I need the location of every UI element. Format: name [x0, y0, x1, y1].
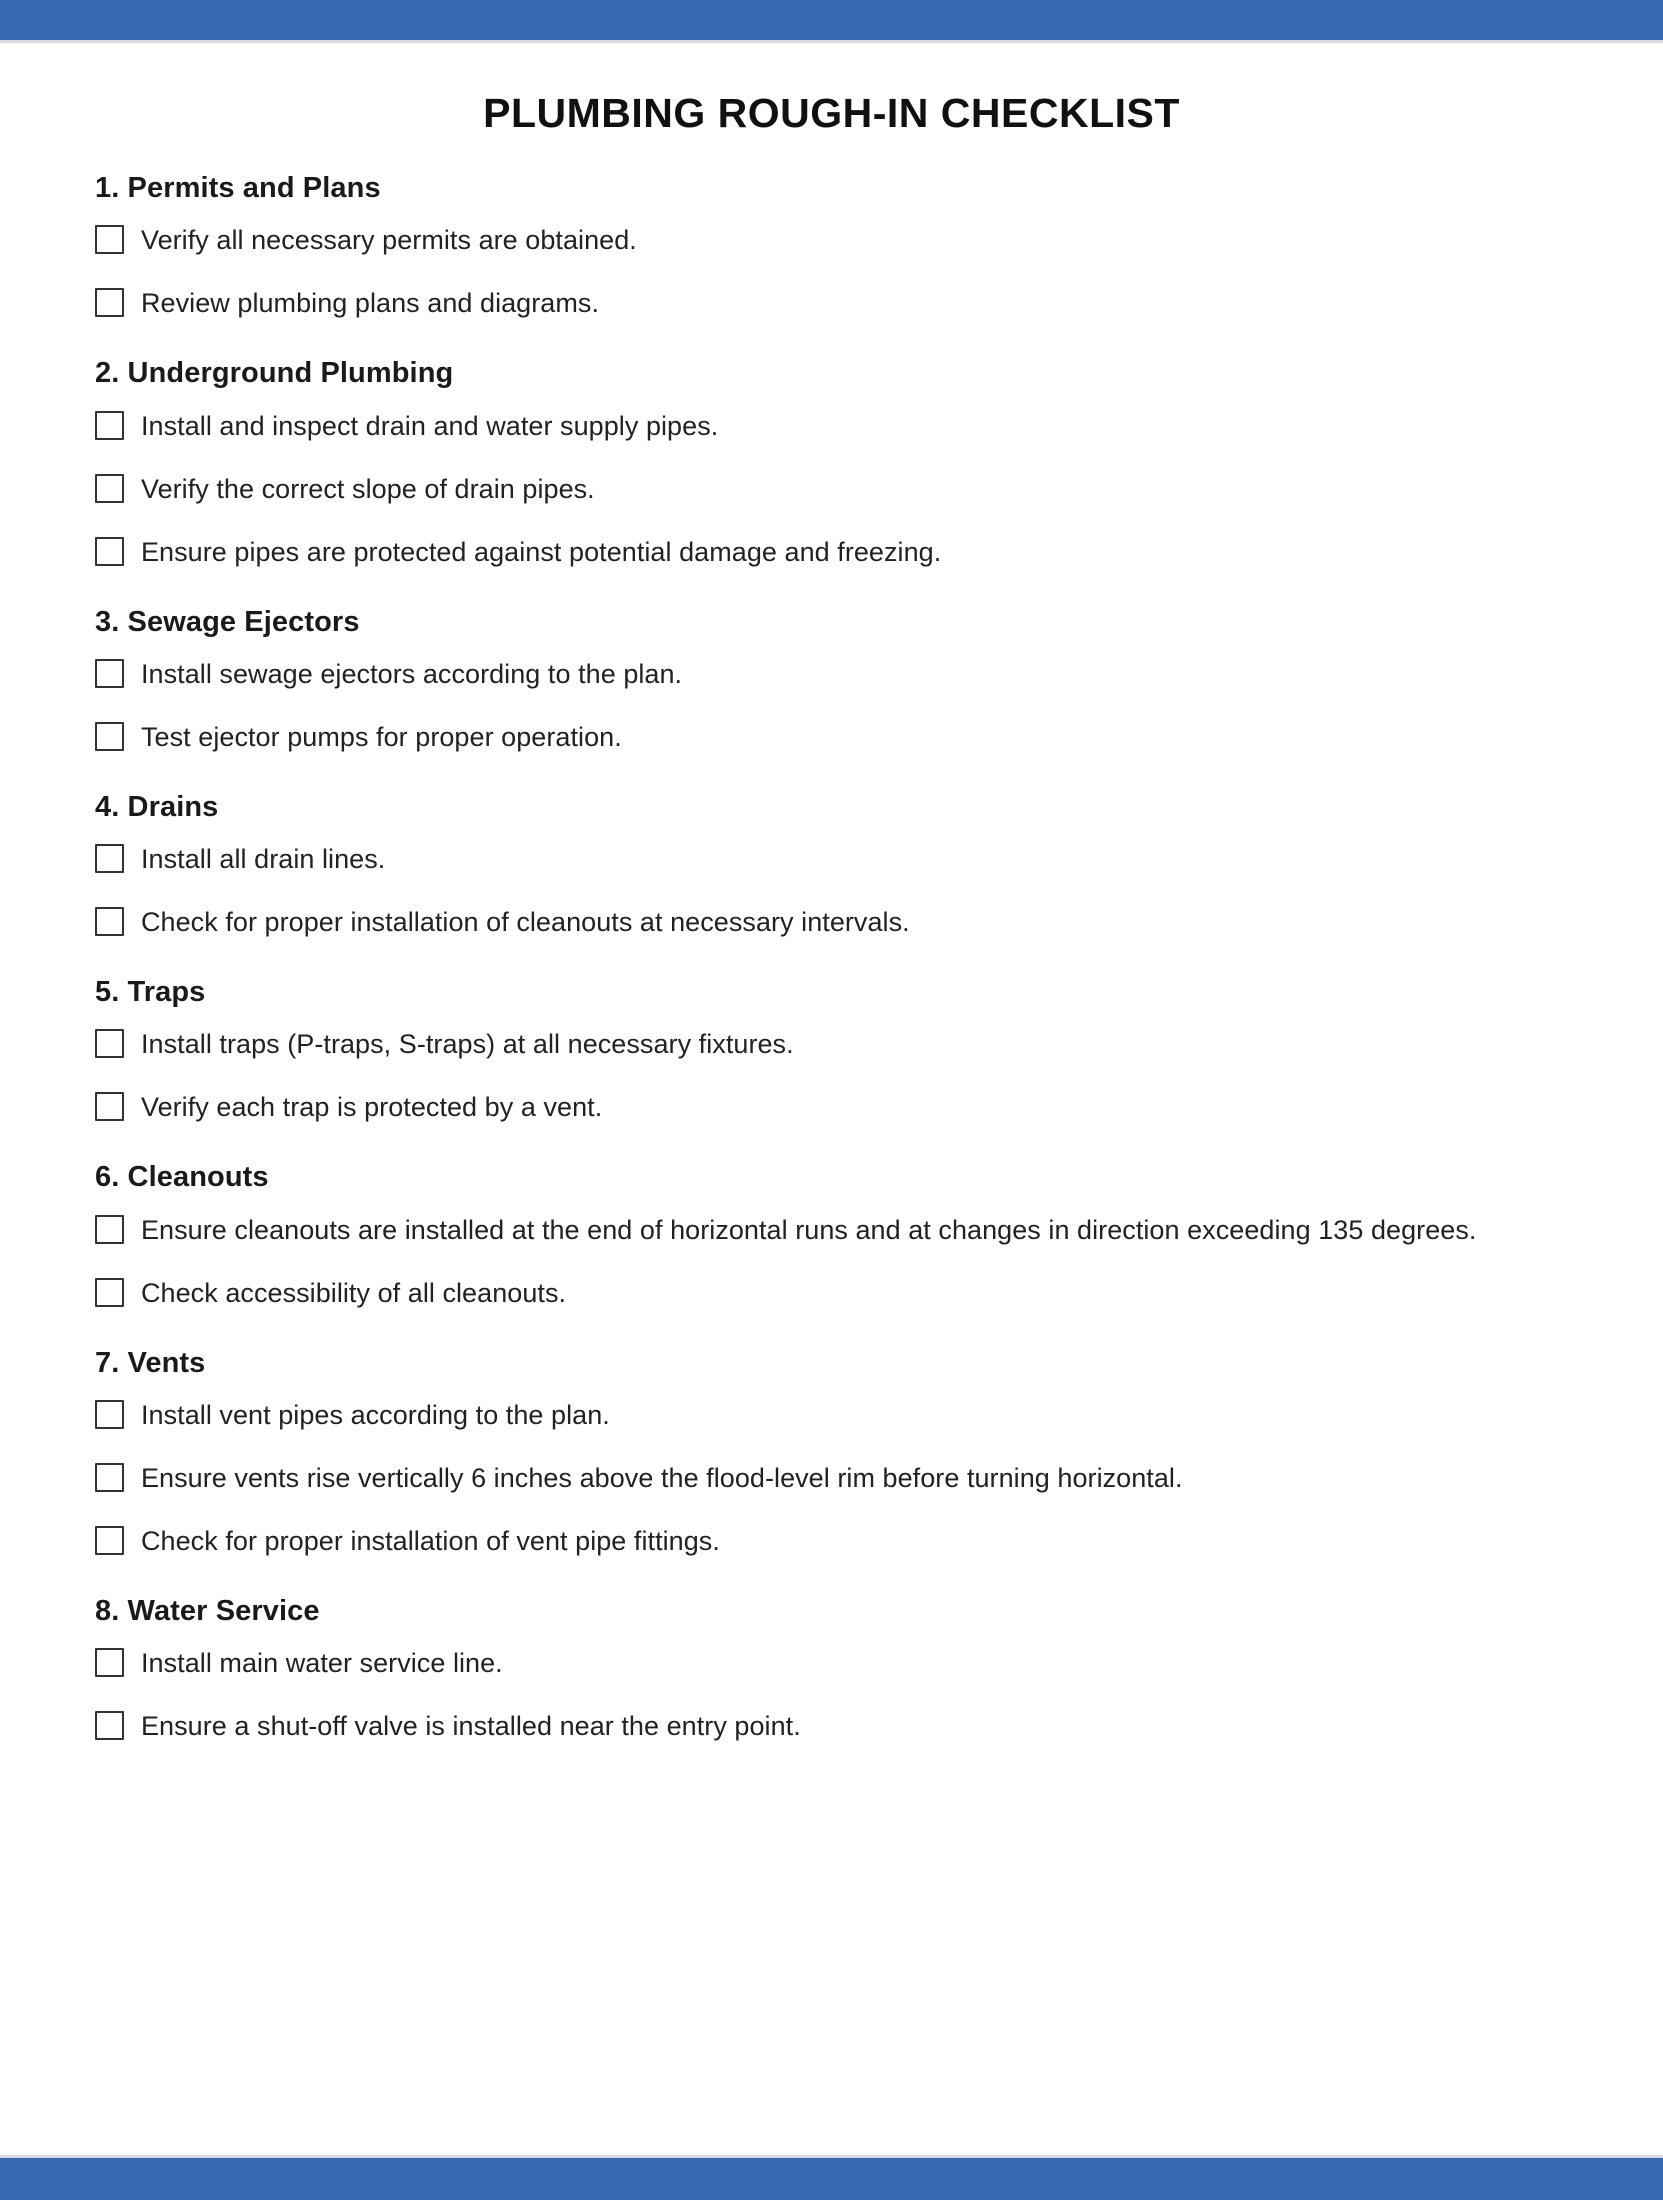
section-heading: 4. Drains [95, 790, 219, 823]
checklist-item[interactable] [95, 1639, 1568, 1687]
checklist-item[interactable] [95, 898, 1568, 946]
checklist-item[interactable] [95, 1702, 1568, 1750]
checklist-item-label: Ensure vents rise vertically 6 inches above the flood-level rim before turning horizontal. [141, 1462, 1183, 1493]
checklist-item-label: Verify each trap is protected by a vent. [141, 1092, 603, 1123]
checklist-item-label: Ensure cleanouts are installed at the end of horizontal runs and at changes in direction exceeding 135 degrees. [141, 1214, 1477, 1245]
checklist-item-list [95, 402, 1568, 576]
checklist-section [95, 355, 1568, 575]
checklist-section [95, 789, 1568, 946]
section-heading: 1. Permits and Plans [95, 172, 381, 205]
checkbox-icon[interactable] [95, 1463, 124, 1492]
checklist-section [95, 974, 1568, 1131]
checkbox-icon[interactable] [95, 844, 124, 873]
checkbox-icon[interactable] [95, 1215, 124, 1244]
checklist-item[interactable] [95, 402, 1568, 450]
section-heading: 6. Cleanouts [95, 1161, 269, 1194]
checklist-item-label: Verify all necessary permits are obtained. [141, 225, 637, 256]
checklist-item[interactable] [95, 465, 1568, 513]
checklist-item-label: Install traps (P-traps, S-traps) at all necessary fixtures. [141, 1029, 794, 1060]
checklist-item-label: Install all drain lines. [141, 844, 386, 875]
checklist-section [95, 1593, 1568, 1750]
checklist-item-list [95, 216, 1568, 327]
checkbox-icon[interactable] [95, 288, 124, 317]
checklist-item[interactable] [95, 1206, 1568, 1254]
checkbox-icon[interactable] [95, 537, 124, 566]
checkbox-icon[interactable] [95, 1648, 124, 1677]
section-heading: 3. Sewage Ejectors [95, 605, 360, 638]
bottom-accent-bar [0, 2158, 1663, 2200]
checklist-item[interactable] [95, 650, 1568, 698]
checkbox-icon[interactable] [95, 1278, 124, 1307]
checklist-item-label: Install vent pipes according to the plan. [141, 1399, 610, 1430]
checkbox-icon[interactable] [95, 225, 124, 254]
checklist-item-label: Ensure pipes are protected against potential damage and freezing. [141, 536, 942, 567]
document-body [0, 43, 1663, 2155]
checklist-section [95, 604, 1568, 761]
checklist-item[interactable] [95, 835, 1568, 883]
checklist-item-label: Verify the correct slope of drain pipes. [141, 473, 595, 504]
checklist-item[interactable] [95, 1083, 1568, 1131]
checklist-section [95, 1159, 1568, 1316]
checkbox-icon[interactable] [95, 1029, 124, 1058]
checklist-item-list [95, 1639, 1568, 1750]
checklist-item-label: Install and inspect drain and water supply pipes. [141, 410, 719, 441]
checklist-section [95, 170, 1568, 327]
checklist-item-label: Test ejector pumps for proper operation. [141, 721, 622, 752]
checklist-item[interactable] [95, 528, 1568, 576]
section-heading: 2. Underground Plumbing [95, 357, 454, 390]
checklist-item[interactable] [95, 1269, 1568, 1317]
top-accent-bar [0, 0, 1663, 40]
checkbox-icon[interactable] [95, 1400, 124, 1429]
checklist-item[interactable] [95, 279, 1568, 327]
page-title: PLUMBING ROUGH-IN CHECKLIST [483, 90, 1180, 136]
checkbox-icon[interactable] [95, 907, 124, 936]
checklist-item-list [95, 1206, 1568, 1317]
checklist-item[interactable] [95, 1454, 1568, 1502]
checklist-item-label: Review plumbing plans and diagrams. [141, 288, 599, 319]
checklist-item[interactable] [95, 1020, 1568, 1068]
checklist-item[interactable] [95, 713, 1568, 761]
section-heading: 7. Vents [95, 1346, 206, 1379]
checklist-item[interactable] [95, 1391, 1568, 1439]
checklist-item[interactable] [95, 216, 1568, 264]
checkbox-icon[interactable] [95, 1526, 124, 1555]
checklist-item-label: Check accessibility of all cleanouts. [141, 1277, 567, 1308]
checklist-item[interactable] [95, 1517, 1568, 1565]
checkbox-icon[interactable] [95, 722, 124, 751]
checklist-item-label: Ensure a shut-off valve is installed near the entry point. [141, 1711, 801, 1742]
checklist-item-label: Check for proper installation of vent pipe fittings. [141, 1525, 720, 1556]
checklist-item-label: Check for proper installation of cleanouts at necessary intervals. [141, 907, 910, 938]
section-heading: 5. Traps [95, 976, 206, 1009]
checkbox-icon[interactable] [95, 411, 124, 440]
checklist-item-list [95, 1391, 1568, 1565]
checkbox-icon[interactable] [95, 1711, 124, 1740]
checklist-item-label: Install main water service line. [141, 1648, 503, 1679]
checkbox-icon[interactable] [95, 659, 124, 688]
checklist-item-label: Install sewage ejectors according to the plan. [141, 658, 683, 689]
checklist-item-list [95, 650, 1568, 761]
checklist-sections [95, 170, 1568, 1750]
checklist-item-list [95, 1020, 1568, 1131]
checkbox-icon[interactable] [95, 474, 124, 503]
checklist-section [95, 1345, 1568, 1565]
checkbox-icon[interactable] [95, 1092, 124, 1121]
checklist-item-list [95, 835, 1568, 946]
section-heading: 8. Water Service [95, 1594, 320, 1627]
